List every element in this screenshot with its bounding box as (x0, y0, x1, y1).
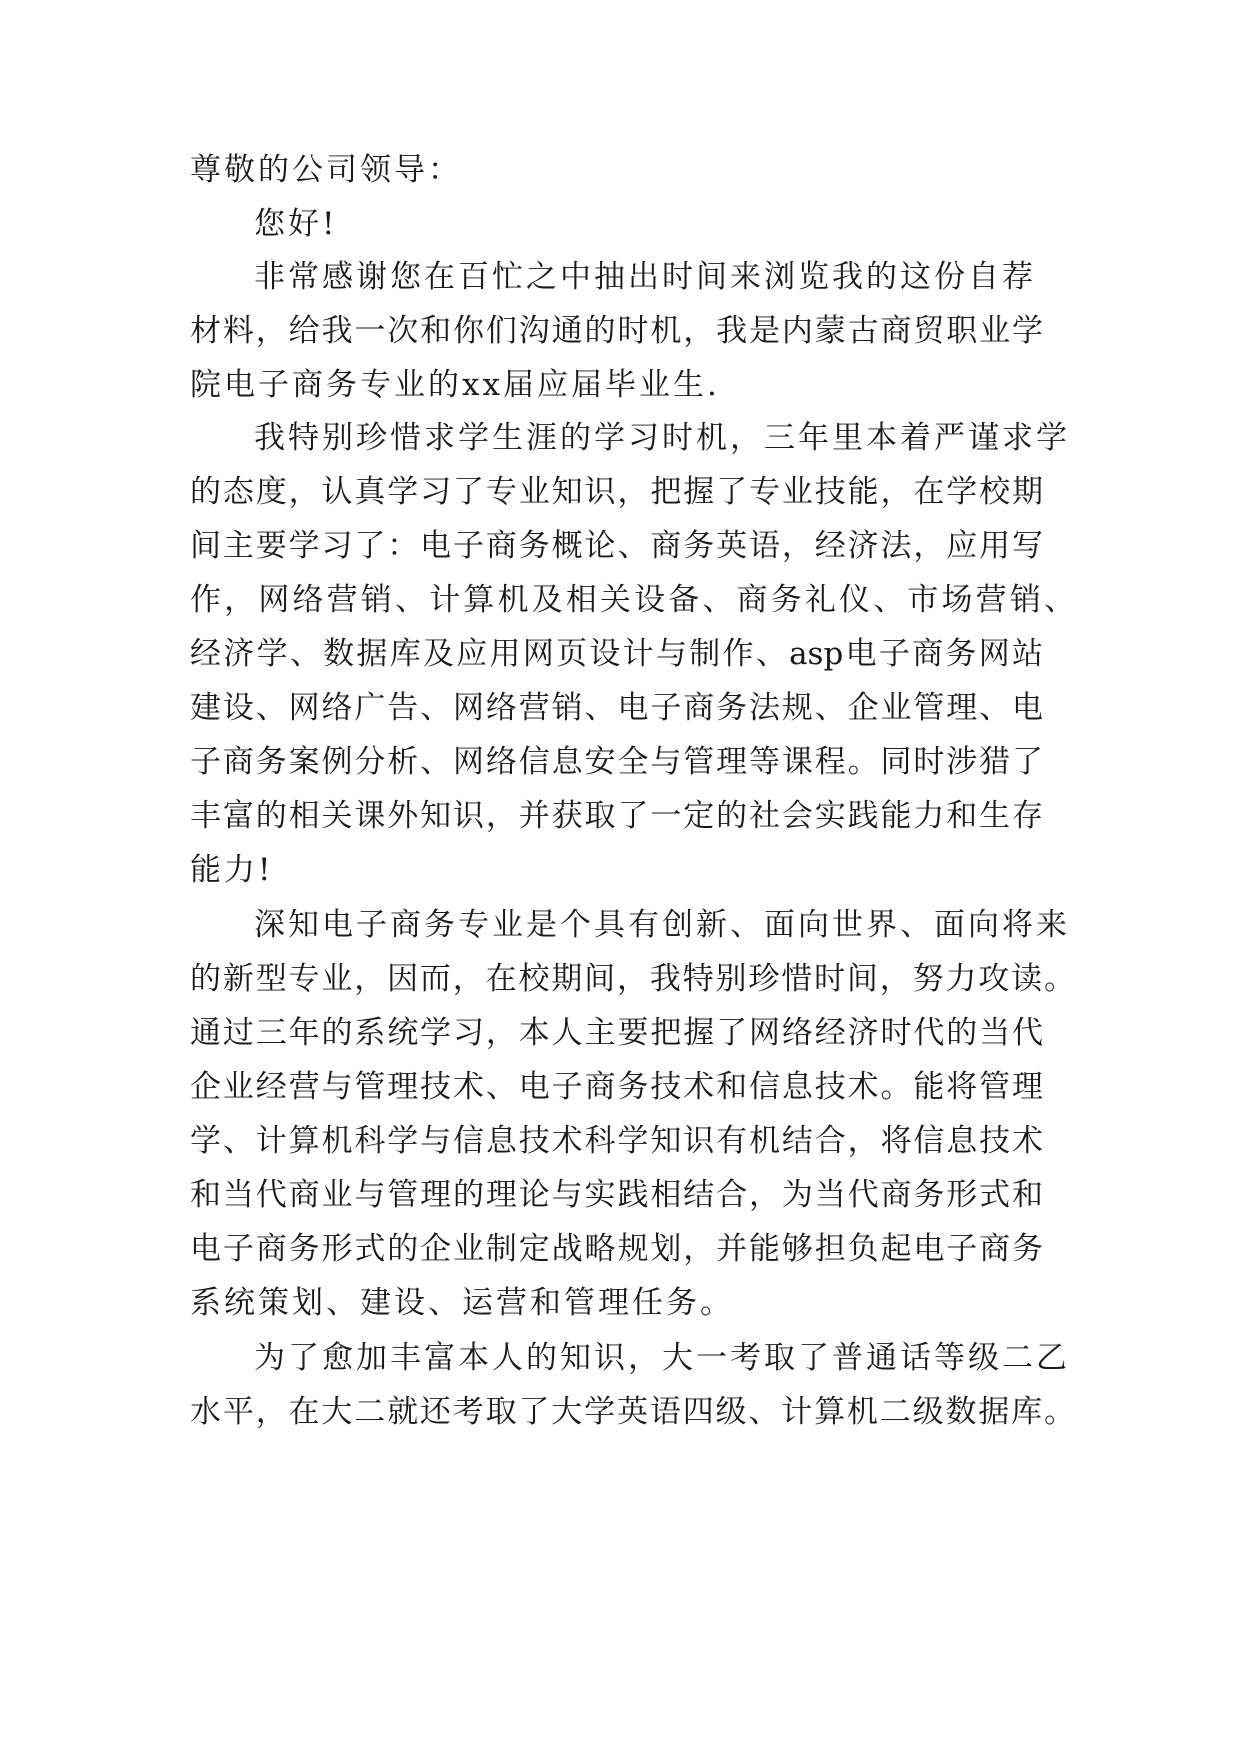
paragraph-1-line-1: 非常感谢您在百忙之中抽出时间来浏览我的这份自荐 (254, 259, 1036, 295)
paragraph-2-line-4: 作，网络营销、计算机及相关设备、商务礼仪、市场营销、 (190, 582, 1075, 618)
paragraph-3-line-7: 电子商务形式的企业制定战略规划，并能够担负起电子商务 (190, 1231, 1043, 1267)
paragraph-2-line-2: 的态度，认真学习了专业知识，把握了专业技能，在学校期 (190, 474, 1043, 510)
paragraph-4-line-2: 水平，在大二就还考取了大学英语四级、计算机二级数据库。 (190, 1394, 1075, 1430)
paragraph-2-line-1: 我特别珍惜求学生涯的学习时机，三年里本着严谨求学 (254, 420, 1070, 456)
paragraph-2-line-9: 能力! (190, 852, 274, 888)
salutation: 尊敬的公司领导： (190, 152, 462, 188)
paragraph-2-line-7: 子商务案例分析、网络信息安全与管理等课程。同时涉猎了 (190, 744, 1043, 780)
paragraph-2-line-5: 经济学、数据库及应用网页设计与制作、asp电子商务网站 (190, 636, 1043, 672)
paragraph-3-line-4: 企业经营与管理技术、电子商务技术和信息技术。能将管理 (190, 1069, 1043, 1105)
paragraph-2-line-3: 间主要学习了：电子商务概论、商务英语，经济法，应用写 (190, 528, 1043, 564)
paragraph-3-line-2: 的新型专业，因而，在校期间，我特别珍惜时间，努力攻读。 (190, 961, 1075, 997)
paragraph-3-line-6: 和当代商业与管理的理论与实践相结合，为当代商务形式和 (190, 1177, 1043, 1213)
paragraph-4-line-1: 为了愈加丰富本人的知识，大一考取了普通话等级二乙 (254, 1340, 1070, 1376)
paragraph-2-line-6: 建设、网络广告、网络营销、电子商务法规、企业管理、电 (190, 690, 1043, 726)
paragraph-3-line-1: 深知电子商务专业是个具有创新、面向世界、面向将来 (254, 907, 1070, 943)
paragraph-3-line-5: 学、计算机科学与信息技术科学知识有机结合，将信息技术 (190, 1123, 1043, 1159)
paragraph-2-line-8: 丰富的相关课外知识，并获取了一定的社会实践能力和生存 (190, 798, 1043, 834)
paragraph-1-line-3: 院电子商务专业的xx届应届毕业生. (190, 367, 720, 403)
greeting: 您好! (254, 206, 338, 242)
paragraph-3-line-3: 通过三年的系统学习，本人主要把握了网络经济时代的当代 (190, 1015, 1043, 1051)
paragraph-3-line-8: 系统策划、建设、运营和管理任务。 (190, 1285, 734, 1321)
paragraph-1-line-2: 材料，给我一次和你们沟通的时机，我是内蒙古商贸职业学 (190, 313, 1043, 349)
